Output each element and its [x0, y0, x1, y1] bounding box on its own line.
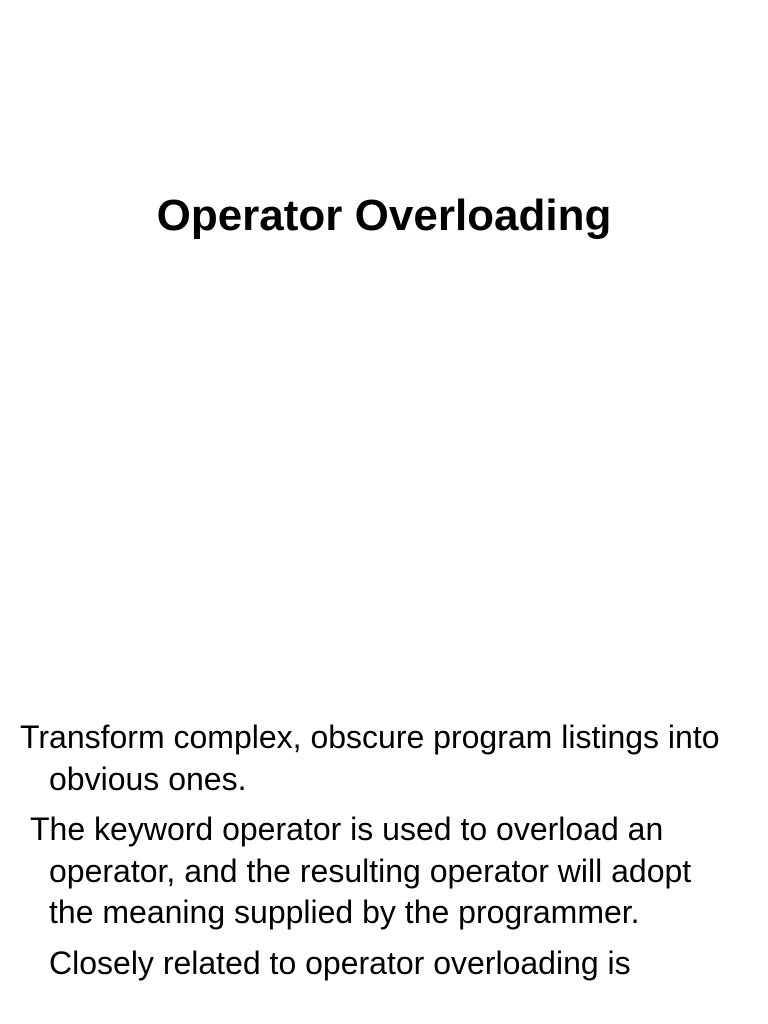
paragraph-closely-related: Closely related to operator overloading is	[49, 944, 631, 981]
slide-body	[20, 717, 740, 993]
paragraph-keyword-operator: The keyword operator is used to overload an operator, and the resulting operator will adopt the meaning supplied by the programmer.	[30, 811, 692, 930]
slide-title: Operator Overloading	[156, 191, 612, 240]
paragraph-transform: Transform complex, obscure program listings into obvious ones.	[20, 719, 720, 797]
